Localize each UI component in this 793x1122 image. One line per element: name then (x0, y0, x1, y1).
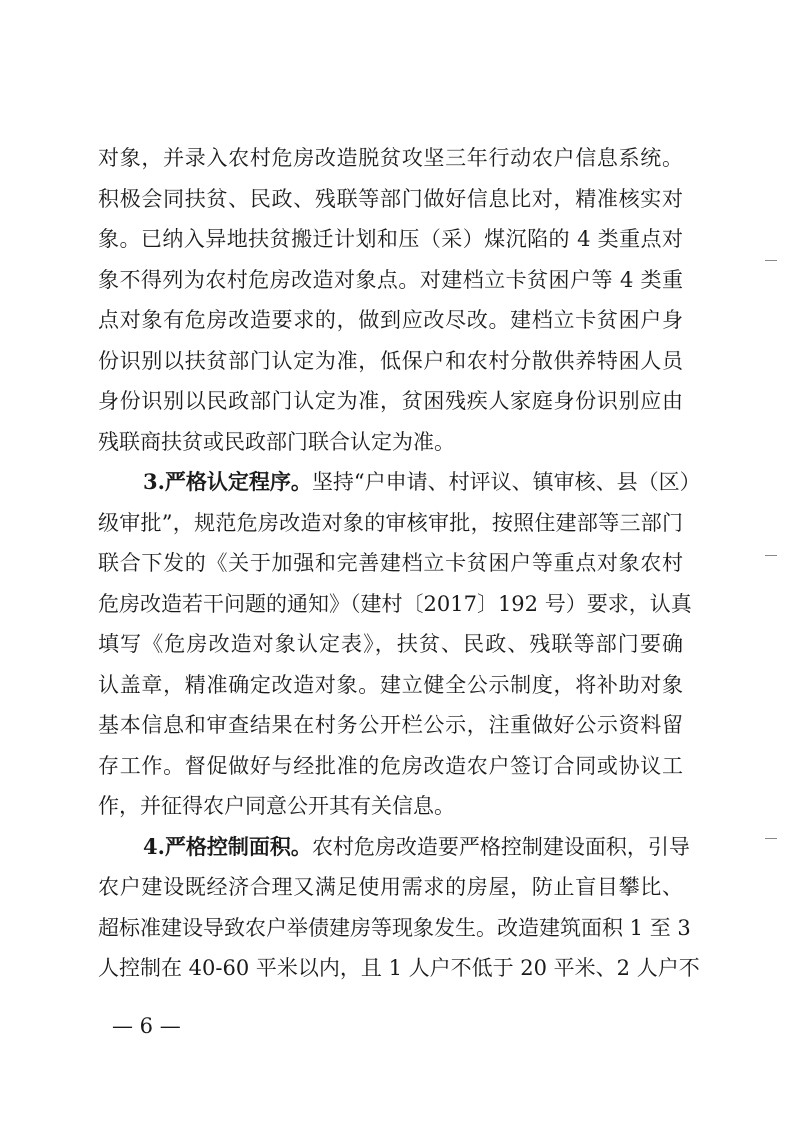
section-heading: 4.严格控制面积。 (143, 833, 312, 859)
paragraph-line: 对象，并录入农村危房改造脱贫攻坚三年行动农户信息系统。 (98, 146, 683, 170)
section-heading: 3.严格认定程序。 (143, 469, 312, 494)
paragraph-line: 基本信息和审查结果在村务公开栏公示，注重做好公示资料留 (98, 713, 683, 737)
paragraph-line: 人控制在 40-60 平米以内，且 1 人户不低于 20 平米、2 人户不 (98, 956, 700, 980)
scan-margin-mark (765, 838, 777, 839)
paragraph-line: 危房改造若干问题的通知》（建村〔2017〕192 号）要求，认真 (98, 591, 692, 616)
paragraph-line: 填写《危房改造对象认定表》，扶贫、民政、残联等部门要确 (98, 632, 683, 656)
paragraph-line: 份识别以扶贫部门认定为准，低保户和农村分散供养特困人员 (98, 348, 683, 373)
paragraph-line: 超标准建设导致农户举债建房等现象发生。改造建筑面积 1 至 3 (98, 915, 691, 940)
section-heading-line: 4.严格控制面积。农村危房改造要严格控制建设面积，引导 (143, 833, 690, 859)
paragraph-line: 作，并征得农户同意公开其有关信息。 (98, 794, 455, 818)
paragraph-line: 存工作。督促做好与经批准的危房改造农户签订合同或协议工 (98, 753, 683, 778)
page-number: — 6 — (112, 1014, 181, 1038)
paragraph-line: 级审批”，规范危房改造对象的审核审批，按照住建部等三部门 (98, 510, 683, 535)
paragraph-line: 点对象有危房改造要求的，做到应改尽改。建档立卡贫困户身 (98, 308, 683, 332)
paragraph-line: 残联商扶贫或民政部门联合认定为准。 (98, 429, 455, 454)
paragraph-line: 联合下发的《关于加强和完善建档立卡贫困户等重点对象农村 (98, 551, 683, 575)
paragraph-line: 农户建设既经济合理又满足使用需求的房屋，防止盲目攀比、 (98, 875, 683, 899)
paragraph-line: 象不得列为农村危房改造对象点。对建档立卡贫困户等 4 类重 (98, 267, 683, 292)
scan-margin-mark (765, 260, 777, 261)
paragraph-line: 认盖章，精准确定改造对象。建立健全公示制度，将补助对象 (98, 672, 683, 697)
scan-margin-mark (765, 555, 777, 556)
paragraph-line: 身份识别以民政部门认定为准，贫困残疾人家庭身份识别应由 (98, 389, 683, 413)
paragraph-line: 积极会同扶贫、民政、残联等部门做好信息比对，精准核实对 (98, 186, 683, 211)
section-heading-line: 3.严格认定程序。坚持“户申请、村评议、镇审核、县（区） (143, 469, 701, 494)
paragraph-line: 象。已纳入异地扶贫搬迁计划和压（采）煤沉陷的 4 类重点对 (98, 227, 683, 251)
